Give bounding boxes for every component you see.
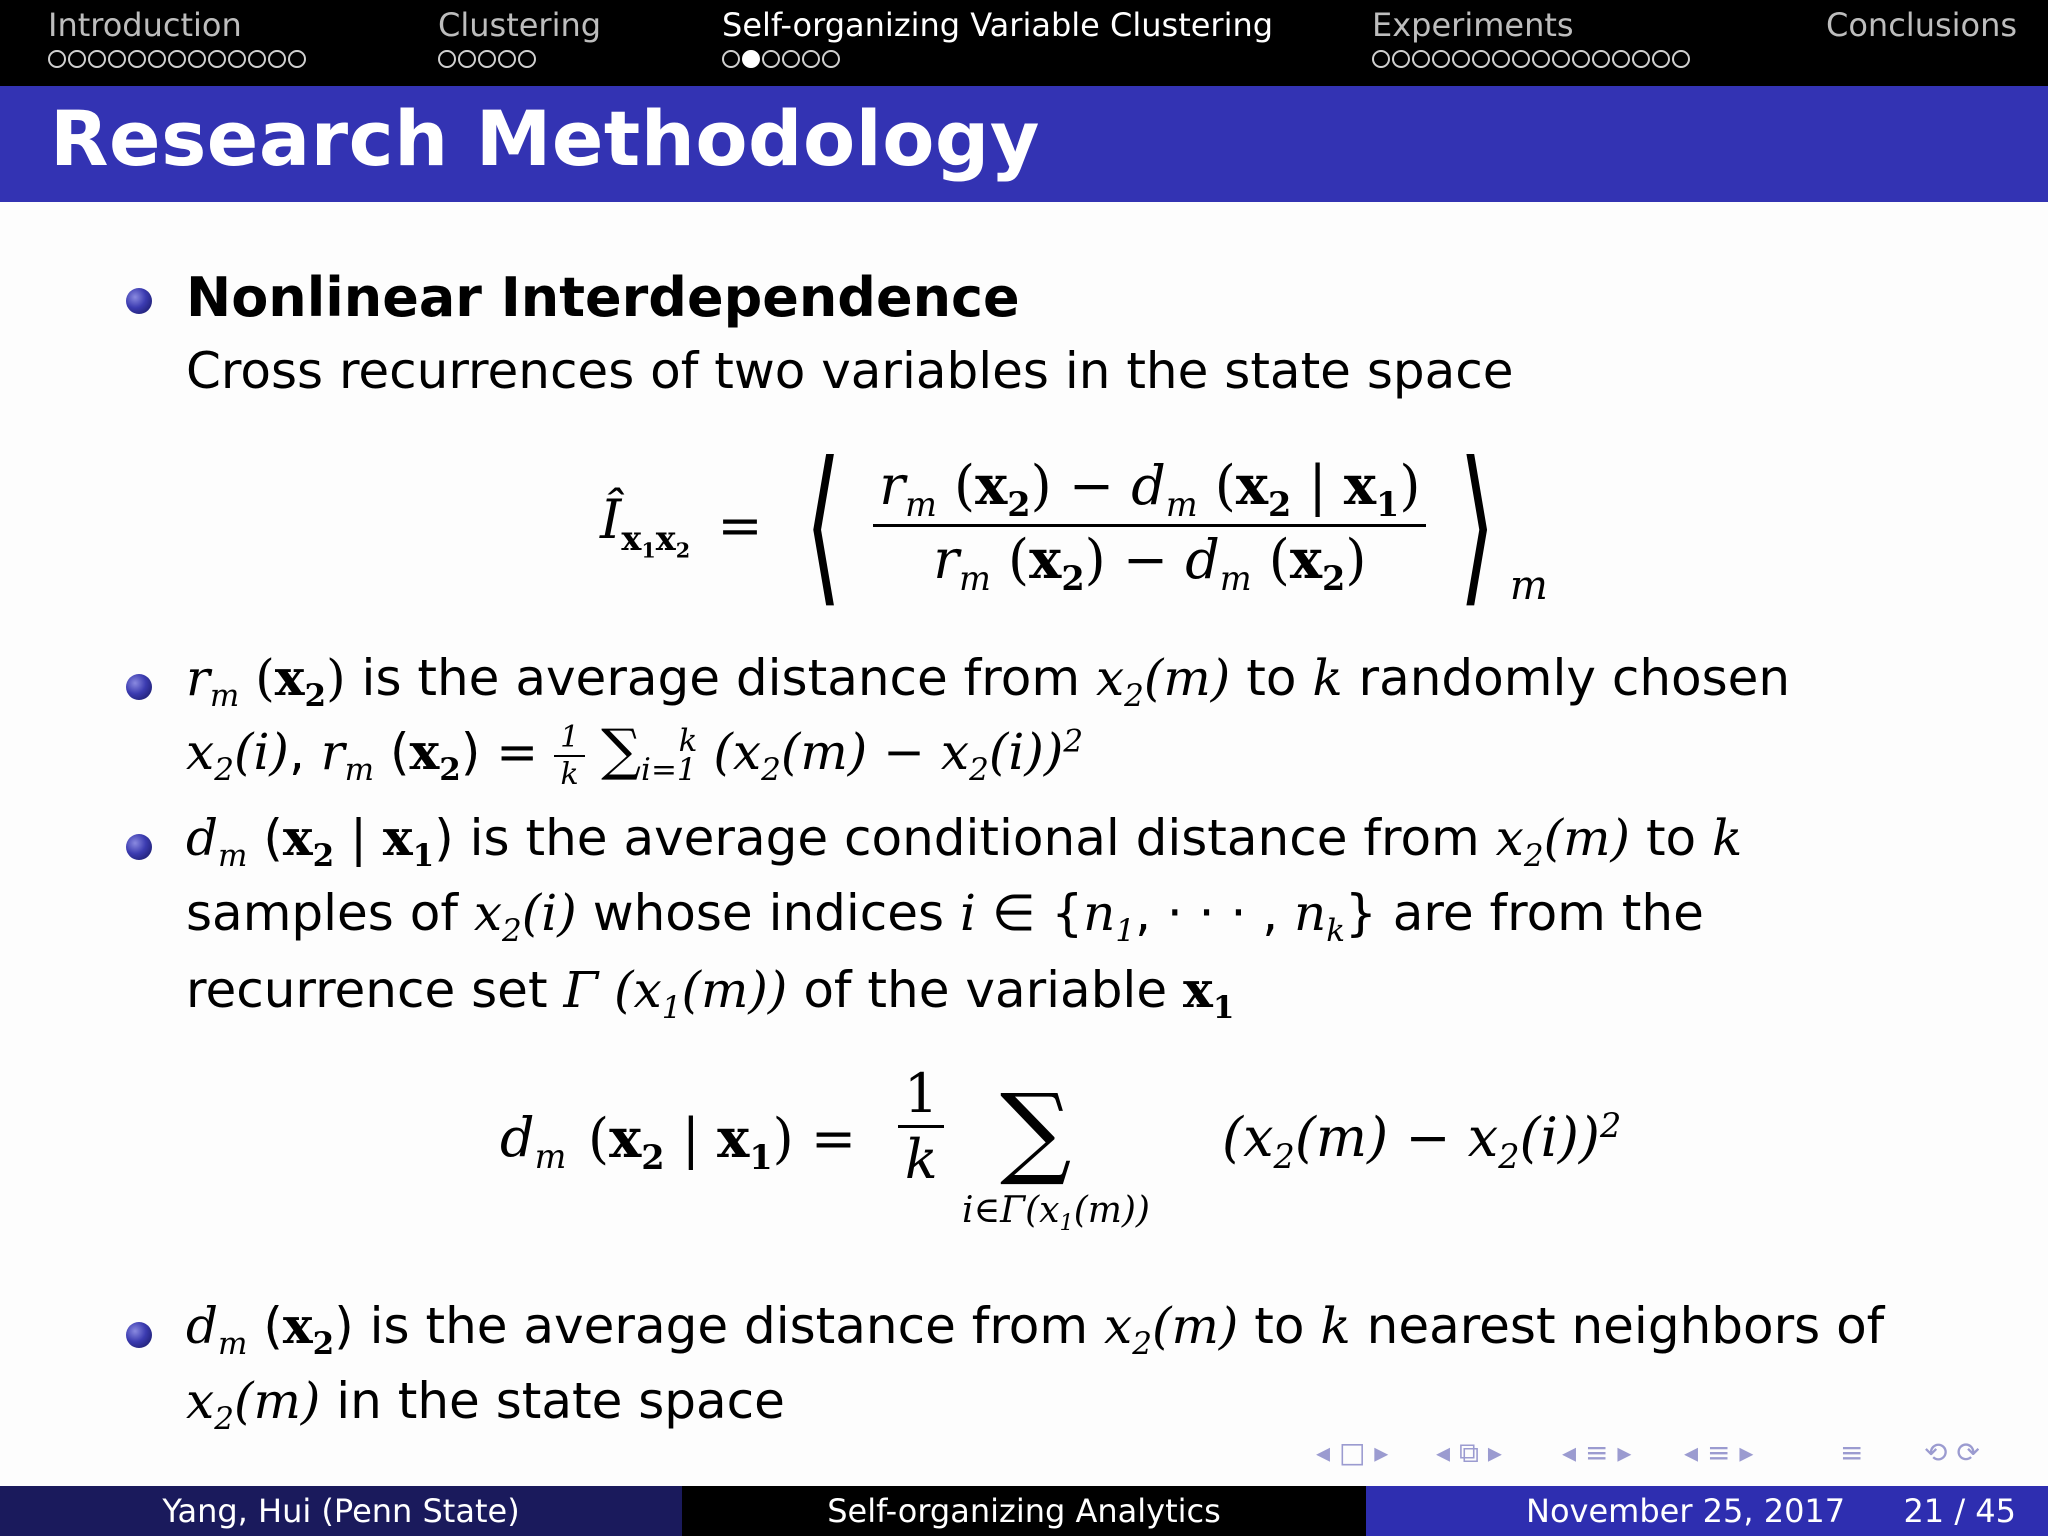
- nav-slide-dot[interactable]: [782, 50, 800, 68]
- nav-slide-dot[interactable]: [1552, 50, 1570, 68]
- slide-content: Nonlinear Interdependence Cross recurrences of two variables in the state space $Î_{x_1x_2}$ = ⟨ $\frac{r_m (x_2) - d_m (x_2 | x_1)}{r_m (x_2) - d_m (x_2)}$ ⟩ $_m$ $r_m$ $(x_2)$ is the average distance from $x_2(m)$ to k randomly chosen $x_2(i)$, $r_m$ $(x_2)$ = $\frac{1}{k}$ $\sum_{i=1}^k$ $(x_2(m) - x_2(i))^2$ $d_m$ ($x_2$ | $x_1$) is the average conditional distance from $x_2(m)$ to k samples of $x_2(i)$ whose indices i ∈ {$n_1$, · · · , $n_k$} are from the recurrence set Γ $(x_1(m))$ of the variable $x_1$ $d_m$ ($x_2$ | $x_1$) = $\frac{1}{k}$ ∑ $i\in\Gamma(x_1(m))$ $(x_2(m) - x_2(i))^2$ $d_m$ $(x_2)$ is the average distance from $x_2(m)$ to k nearest neighbors of $x_2(m)$ in the state space: [0, 202, 2048, 1482]
- nav-slide-dot[interactable]: [1392, 50, 1410, 68]
- nav-slide-dot[interactable]: [498, 50, 516, 68]
- bullet-icon: [126, 1322, 152, 1348]
- nav-slide-dot[interactable]: [1652, 50, 1670, 68]
- slide-title: Research Methodology: [50, 94, 1040, 183]
- footline: [0, 1486, 2048, 1536]
- nav-slide-dot[interactable]: [1432, 50, 1450, 68]
- nav-slide-dot[interactable]: [188, 50, 206, 68]
- footer-talk-title: Self-organizing Analytics: [682, 1486, 1366, 1536]
- nav-slide-dot[interactable]: [248, 50, 266, 68]
- nav-slide-dot[interactable]: [148, 50, 166, 68]
- nav-slide-dot[interactable]: [1632, 50, 1650, 68]
- nav-slide-dot[interactable]: [128, 50, 146, 68]
- nav-back-forward-icon[interactable]: ⟲ ⟳: [1924, 1436, 1980, 1469]
- footer-date: November 25, 2017: [1526, 1492, 1846, 1530]
- nav-section-clustering[interactable]: Clustering: [438, 6, 602, 44]
- nav-slide-dot[interactable]: [1612, 50, 1630, 68]
- nav-section-icon[interactable]: ◂ ≡ ▸: [1562, 1436, 1632, 1469]
- nav-slide-dot[interactable]: [68, 50, 86, 68]
- nav-dots-clustering[interactable]: [438, 50, 536, 72]
- nav-slide-dot[interactable]: [1512, 50, 1530, 68]
- bullet-rm-formula: $x_2(i)$, $r_m$ $(x_2)$ = $\frac{1}{k}$ $\sum_{i=1}^k$ $(x_2(m) - x_2(i))^2$: [186, 718, 1084, 792]
- nav-slide-dot[interactable]: [1672, 50, 1690, 68]
- bullet-dm-conditional-line3: recurrence set Γ $(x_1(m))$ of the variable $x_1$: [186, 960, 1235, 1026]
- nav-slide-dot[interactable]: [518, 50, 536, 68]
- nav-slide-dot[interactable]: [762, 50, 780, 68]
- nav-section-conclusions[interactable]: Conclusions: [1826, 6, 2018, 44]
- nav-slide-dot[interactable]: [458, 50, 476, 68]
- nav-dots-self-organizing[interactable]: [722, 50, 840, 72]
- subheading: Cross recurrences of two variables in the state space: [186, 342, 1514, 400]
- bullet-rm-definition: $r_m$ $(x_2)$ is the average distance from $x_2(m)$ to k randomly chosen: [186, 648, 1791, 714]
- footer-page-number: 21 / 45: [1903, 1492, 2016, 1530]
- nav-slide-dot[interactable]: [268, 50, 286, 68]
- nav-slide-dot[interactable]: [822, 50, 840, 68]
- nav-slide-dot[interactable]: [88, 50, 106, 68]
- nav-slide-dot[interactable]: [48, 50, 66, 68]
- nav-section-self-organizing[interactable]: Self-organizing Variable Clustering: [722, 6, 1274, 44]
- nav-slide-dot[interactable]: [108, 50, 126, 68]
- nav-slide-dot[interactable]: [1472, 50, 1490, 68]
- nav-slide-dot[interactable]: [168, 50, 186, 68]
- heading-nonlinear-interdependence: Nonlinear Interdependence: [186, 266, 1020, 329]
- bullet-dm-conditional-line2: samples of $x_2(i)$ whose indices i ∈ {$n_1$, · · · , $n_k$} are from the: [186, 884, 1704, 949]
- nav-slide-dot[interactable]: [1452, 50, 1470, 68]
- nav-section-introduction[interactable]: Introduction: [48, 6, 242, 44]
- nav-document-icon[interactable]: ◂ ≡ ▸: [1684, 1436, 1754, 1469]
- equation-interdependence: $Î_{x_1x_2}$ = ⟨ $\frac{r_m (x_2) - d_m (x_2 | x_1)}{r_m (x_2) - d_m (x_2)}$ ⟩ $_m$: [600, 426, 1548, 624]
- bullet-icon: [126, 834, 152, 860]
- bullet-icon: [126, 288, 152, 314]
- bullet-icon: [126, 674, 152, 700]
- nav-slide-dot[interactable]: [228, 50, 246, 68]
- nav-slide-dot[interactable]: [1372, 50, 1390, 68]
- nav-slide-dot[interactable]: [208, 50, 226, 68]
- bullet-dm-conditional-definition: $d_m$ ($x_2$ | $x_1$) is the average conditional distance from $x_2(m)$ to k: [186, 808, 1743, 874]
- nav-slide-dot[interactable]: [1532, 50, 1550, 68]
- nav-slide-dot[interactable]: [722, 50, 740, 68]
- nav-slide-dot[interactable]: [1412, 50, 1430, 68]
- nav-section-experiments[interactable]: Experiments: [1372, 6, 1574, 44]
- footer-date-page: [1366, 1486, 2048, 1536]
- nav-slide-dot[interactable]: [742, 50, 760, 68]
- bullet-dm-definition: $d_m$ $(x_2)$ is the average distance from $x_2(m)$ to k nearest neighbors of: [186, 1296, 1885, 1362]
- bullet-dm-line2: $x_2(m)$ in the state space: [186, 1372, 785, 1437]
- nav-subsection-icon[interactable]: ◂ ⧉ ▸: [1436, 1436, 1502, 1469]
- nav-slide-dot[interactable]: [1572, 50, 1590, 68]
- nav-frame-icon[interactable]: ◂ □ ▸: [1316, 1436, 1389, 1469]
- frame-title-bar: [0, 86, 2048, 202]
- nav-slide-dot[interactable]: [802, 50, 820, 68]
- nav-dots-introduction[interactable]: [48, 50, 306, 72]
- nav-appendix-icon[interactable]: ≡: [1840, 1436, 1864, 1469]
- nav-slide-dot[interactable]: [478, 50, 496, 68]
- footer-author: Yang, Hui (Penn State): [0, 1486, 682, 1536]
- nav-slide-dot[interactable]: [288, 50, 306, 68]
- nav-slide-dot[interactable]: [1492, 50, 1510, 68]
- nav-slide-dot[interactable]: [438, 50, 456, 68]
- nav-dots-experiments[interactable]: [1372, 50, 1690, 72]
- section-navigation-bar: [0, 0, 2048, 86]
- nav-slide-dot[interactable]: [1592, 50, 1610, 68]
